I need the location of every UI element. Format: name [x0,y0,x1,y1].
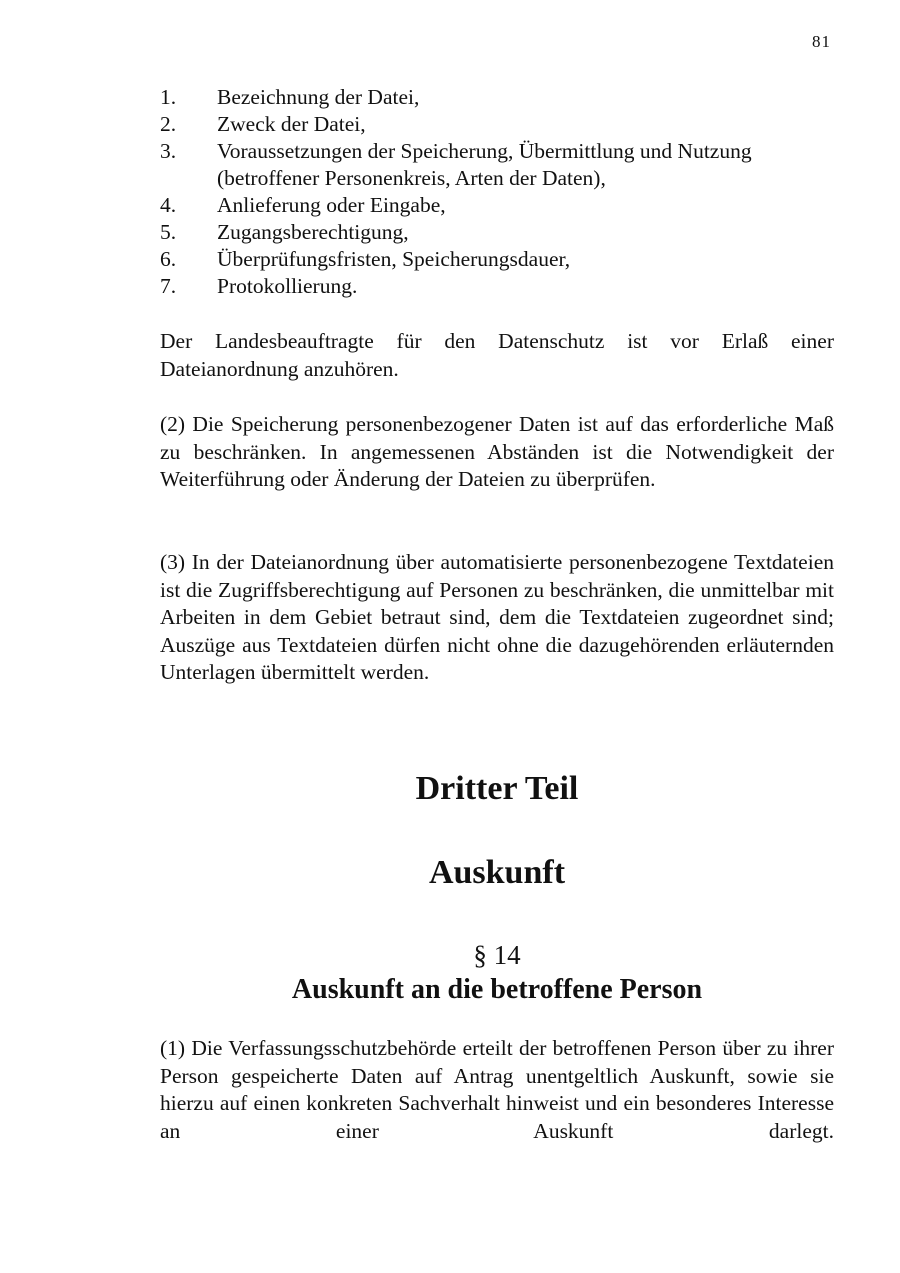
paragraph-landesbeauftragter: Der Landesbeauftragte für den Datenschutz ist vor Erlaß einer Dateianordnung anzuhören. [160,329,834,381]
section-number: § 14 [473,940,521,970]
paragraph-absatz-3: (3) In der Dateianordnung über automatisierte personenbezogene Textdateien ist die Zugriffsberechtigung auf Personen zu beschränken, die unmittelbar mit Arbeiten in dem Gebiet betraut sind, dem die Textdateien zugeordnet sind; Auszüge aus Textdateien dürfen nicht ohne die dazugehörenden erläuternden Unterlagen übermittelt werden. [160,550,834,684]
list-item-text: Voraussetzungen der Speicherung, Übermittlung und Nutzung (betroffener Personenkreis, Arten der Daten), [217,139,752,190]
list-item-number: 1. [160,85,177,109]
list-item-text: Anlieferung oder Eingabe, [217,193,446,217]
list-item-number: 5. [160,220,177,244]
section-title: Auskunft an die betroffene Person [291,974,703,1005]
page-number: 81 [812,32,831,51]
list-item-text: Überprüfungsfristen, Speicherungsdauer, [217,247,571,271]
list-item-text: Bezeichnung der Datei, [217,85,420,109]
list-item-number: 2. [160,112,177,136]
paragraph-absatz-2: (2) Die Speicherung personenbezogener Daten ist auf das erforderliche Maß zu beschränken. In angemessenen Abständen ist die Notwendigkeit der Weiterführung oder Änderung der Dateien zu überprüfen. [160,412,834,491]
list-item [160,246,840,273]
list-item-number: 6. [160,247,177,271]
list-item [160,138,840,192]
list-item-number: 4. [160,193,177,217]
list-item [160,84,840,111]
list-item [160,273,840,300]
list-item-number: 7. [160,274,177,298]
list-item-number: 3. [160,139,177,163]
list-item [160,219,840,246]
list-item-text: Protokollierung. [217,274,358,298]
part-title: Auskunft [428,854,566,891]
list-item-text: Zugangsberechtigung, [217,220,409,244]
paragraph-s14-absatz-1: (1) Die Verfassungsschutzbehörde erteilt der betroffenen Person über zu ihrer Person gespeicherte Daten auf Antrag unentgeltlich Auskunft, sowie sie hierzu auf einen konkreten Sachverhalt hinweist und ein besonderes Interesse an einer Auskunft darlegt. [160,1036,834,1143]
list-item [160,111,840,138]
part-heading: Dritter Teil [415,770,579,807]
list-item [160,192,840,219]
list-item-text: Zweck der Datei, [217,112,366,136]
dateianordnung-list [160,84,840,300]
